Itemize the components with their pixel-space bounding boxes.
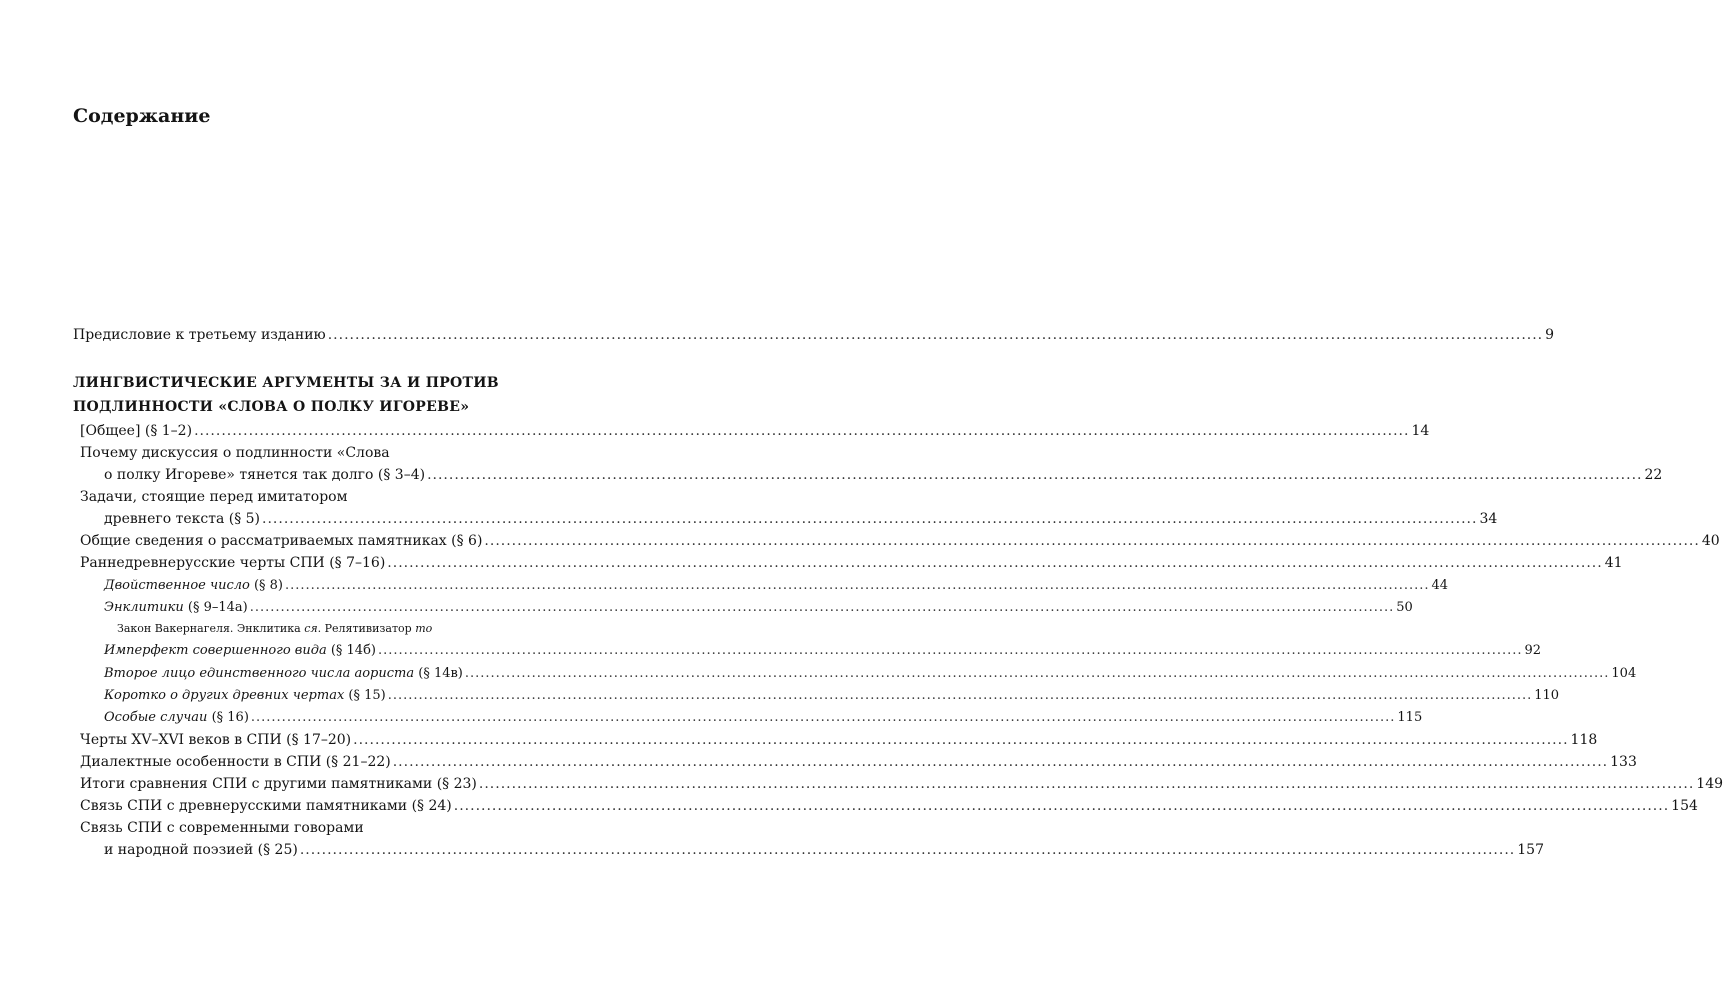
dot-leader: ............................................................................................................................................................................................................................... (299, 842, 1516, 858)
toc-entry-continuation[interactable] (104, 509, 1498, 529)
dot-leader: ............................................................................................................................................................................................................................... (464, 666, 1610, 681)
toc-page-number: 34 (1479, 511, 1498, 527)
toc-entry[interactable] (80, 443, 537, 463)
dot-leader: ............................................................................................................................................................................................................................... (392, 754, 1609, 770)
toc-entry[interactable] (80, 796, 1698, 816)
toc-entry-text: Почему дискуссия о подлинности «Слова (80, 445, 390, 461)
dot-leader: ............................................................................................................................................................................................................................... (377, 643, 1523, 658)
toc-entry-continuation[interactable] (104, 465, 1663, 485)
toc-entry[interactable] (80, 730, 1598, 750)
toc-entry[interactable] (80, 421, 1430, 441)
toc-entry-title: Коротко о других древних чертах (104, 688, 345, 703)
dot-leader: ............................................................................................................................................................................................................................... (353, 732, 1569, 748)
dot-leader: ............................................................................................................................................................................................................................... (478, 776, 1695, 792)
toc-entry-text: Черты XV–XVI веков в СПИ (§ 17–20) (80, 732, 352, 748)
toc-entry-text: Раннедревнерусские черты СПИ (§ 7–16) (80, 555, 386, 571)
toc-subentry[interactable] (104, 664, 1637, 684)
toc-page-number: 92 (1524, 643, 1542, 658)
toc-entry-section: (§ 8) (249, 578, 284, 593)
note-text: Закон Вакернагеля. Энклитика (117, 622, 305, 635)
toc-page-number: 9 (1545, 327, 1555, 343)
toc-entry-text: Предисловие к третьему изданию (73, 327, 326, 343)
toc-page-number: 157 (1517, 842, 1544, 858)
dot-leader: ............................................................................................................................................................................................................................... (484, 533, 1700, 549)
toc-entry-text (117, 621, 432, 637)
toc-entry-title: Второе лицо единственного числа аориста (104, 666, 415, 681)
toc-entry-preface[interactable] (73, 325, 1555, 345)
toc-entry[interactable] (80, 487, 537, 507)
toc-entry-text: Итоги сравнения СПИ с другими памятниками (§ 23) (80, 776, 477, 792)
toc-entry-text: [Общее] (§ 1–2) (80, 423, 193, 439)
dot-leader: ............................................................................................................................................................................................................................... (285, 578, 1430, 593)
toc-page-number: 44 (1431, 578, 1449, 593)
dot-leader: ............................................................................................................................................................................................................................... (194, 423, 1410, 439)
dot-leader: ............................................................................................................................................................................................................................... (250, 710, 1396, 725)
toc-page-number: 14 (1411, 423, 1430, 439)
toc-entry-section: (§ 14в) (414, 666, 463, 681)
toc-entry[interactable] (80, 752, 1637, 772)
toc-entry-section: (§ 14б) (326, 643, 376, 658)
toc-entry-continuation[interactable] (104, 840, 1544, 860)
toc-entry-section: (§ 9–14а) (183, 600, 248, 615)
toc-page-number: 133 (1610, 754, 1637, 770)
toc-section-heading[interactable] (73, 397, 537, 417)
toc-entry-text: древнего текста (§ 5) (104, 511, 261, 527)
toc-page-number: 41 (1604, 555, 1623, 571)
toc-entry-text (104, 576, 283, 596)
note-italic: ся (304, 622, 318, 635)
toc-entry-text (104, 641, 376, 661)
toc-page-number: 149 (1696, 776, 1723, 792)
toc-entry-section: (§ 15) (344, 688, 386, 703)
toc-entry-title: Энклитики (104, 600, 184, 615)
toc-page-number: 104 (1611, 666, 1637, 681)
toc-entry-text (104, 708, 249, 728)
toc-entry[interactable] (80, 531, 1720, 551)
dot-leader: ............................................................................................................................................................................................................................... (387, 688, 1533, 703)
toc-subentry[interactable] (104, 708, 1423, 728)
toc-entry-text: Диалектные особенности в СПИ (§ 21–22) (80, 754, 391, 770)
dot-leader: ............................................................................................................................................................................................................................... (387, 555, 1603, 571)
toc-entry-text: ЛИНГВИСТИЧЕСКИЕ АРГУМЕНТЫ ЗА И ПРОТИВ (73, 375, 499, 391)
toc-entry-text (104, 664, 463, 684)
toc-page-number: 154 (1671, 798, 1698, 814)
toc-entry-text: Общие сведения о рассматриваемых памятниках (§ 6) (80, 533, 483, 549)
toc-entry[interactable] (80, 774, 1723, 794)
toc-page-number: 40 (1701, 533, 1720, 549)
dot-leader: ............................................................................................................................................................................................................................... (327, 327, 1544, 343)
toc-subentry-note (117, 621, 537, 637)
note-text: . Релятивизатор (317, 622, 416, 635)
toc-page-number: 50 (1396, 600, 1413, 615)
toc-subentry[interactable] (104, 598, 1413, 618)
toc-entry[interactable] (80, 553, 1623, 573)
dot-leader: ............................................................................................................................................................................................................................... (249, 600, 1395, 615)
toc-page-number: 115 (1397, 710, 1423, 725)
dot-leader: ............................................................................................................................................................................................................................... (427, 467, 1643, 483)
toc-entry-title: Имперфект совершенного вида (104, 643, 327, 658)
toc-entry-text (104, 686, 386, 706)
toc-entry-title: Двойственное число (104, 578, 250, 593)
toc-entry-text: и народной поэзией (§ 25) (104, 842, 298, 858)
toc-entry-text: Связь СПИ с древнерусскими памятниками (§ 24) (80, 798, 452, 814)
toc-subentry[interactable] (104, 686, 1560, 706)
toc-page-number: 110 (1534, 688, 1560, 703)
toc-page-number: 22 (1644, 467, 1663, 483)
toc-page-number: 118 (1570, 732, 1598, 748)
dot-leader: ............................................................................................................................................................................................................................... (262, 511, 1478, 527)
toc-entry-text: Связь СПИ с современными говорами (80, 820, 364, 836)
toc-entry-title: Особые случаи (104, 710, 208, 725)
toc-entry-text: ПОДЛИННОСТИ «СЛОВА О ПОЛКУ ИГОРЕВЕ» (73, 399, 470, 415)
toc-entry[interactable] (80, 818, 537, 838)
note-italic: то (415, 622, 433, 635)
toc-entry-text: о полку Игореве» тянется так долго (§ 3–4) (104, 467, 426, 483)
toc-section-heading[interactable] (73, 373, 537, 393)
toc-subentry[interactable] (104, 641, 1542, 661)
toc-entry-text: Задачи, стоящие перед имитатором (80, 489, 348, 505)
toc-subentry[interactable] (104, 576, 1449, 596)
page-title: Содержание (73, 105, 211, 127)
toc-entry-section: (§ 16) (207, 710, 249, 725)
toc-entry-text (104, 598, 248, 618)
dot-leader: ............................................................................................................................................................................................................................... (453, 798, 1670, 814)
